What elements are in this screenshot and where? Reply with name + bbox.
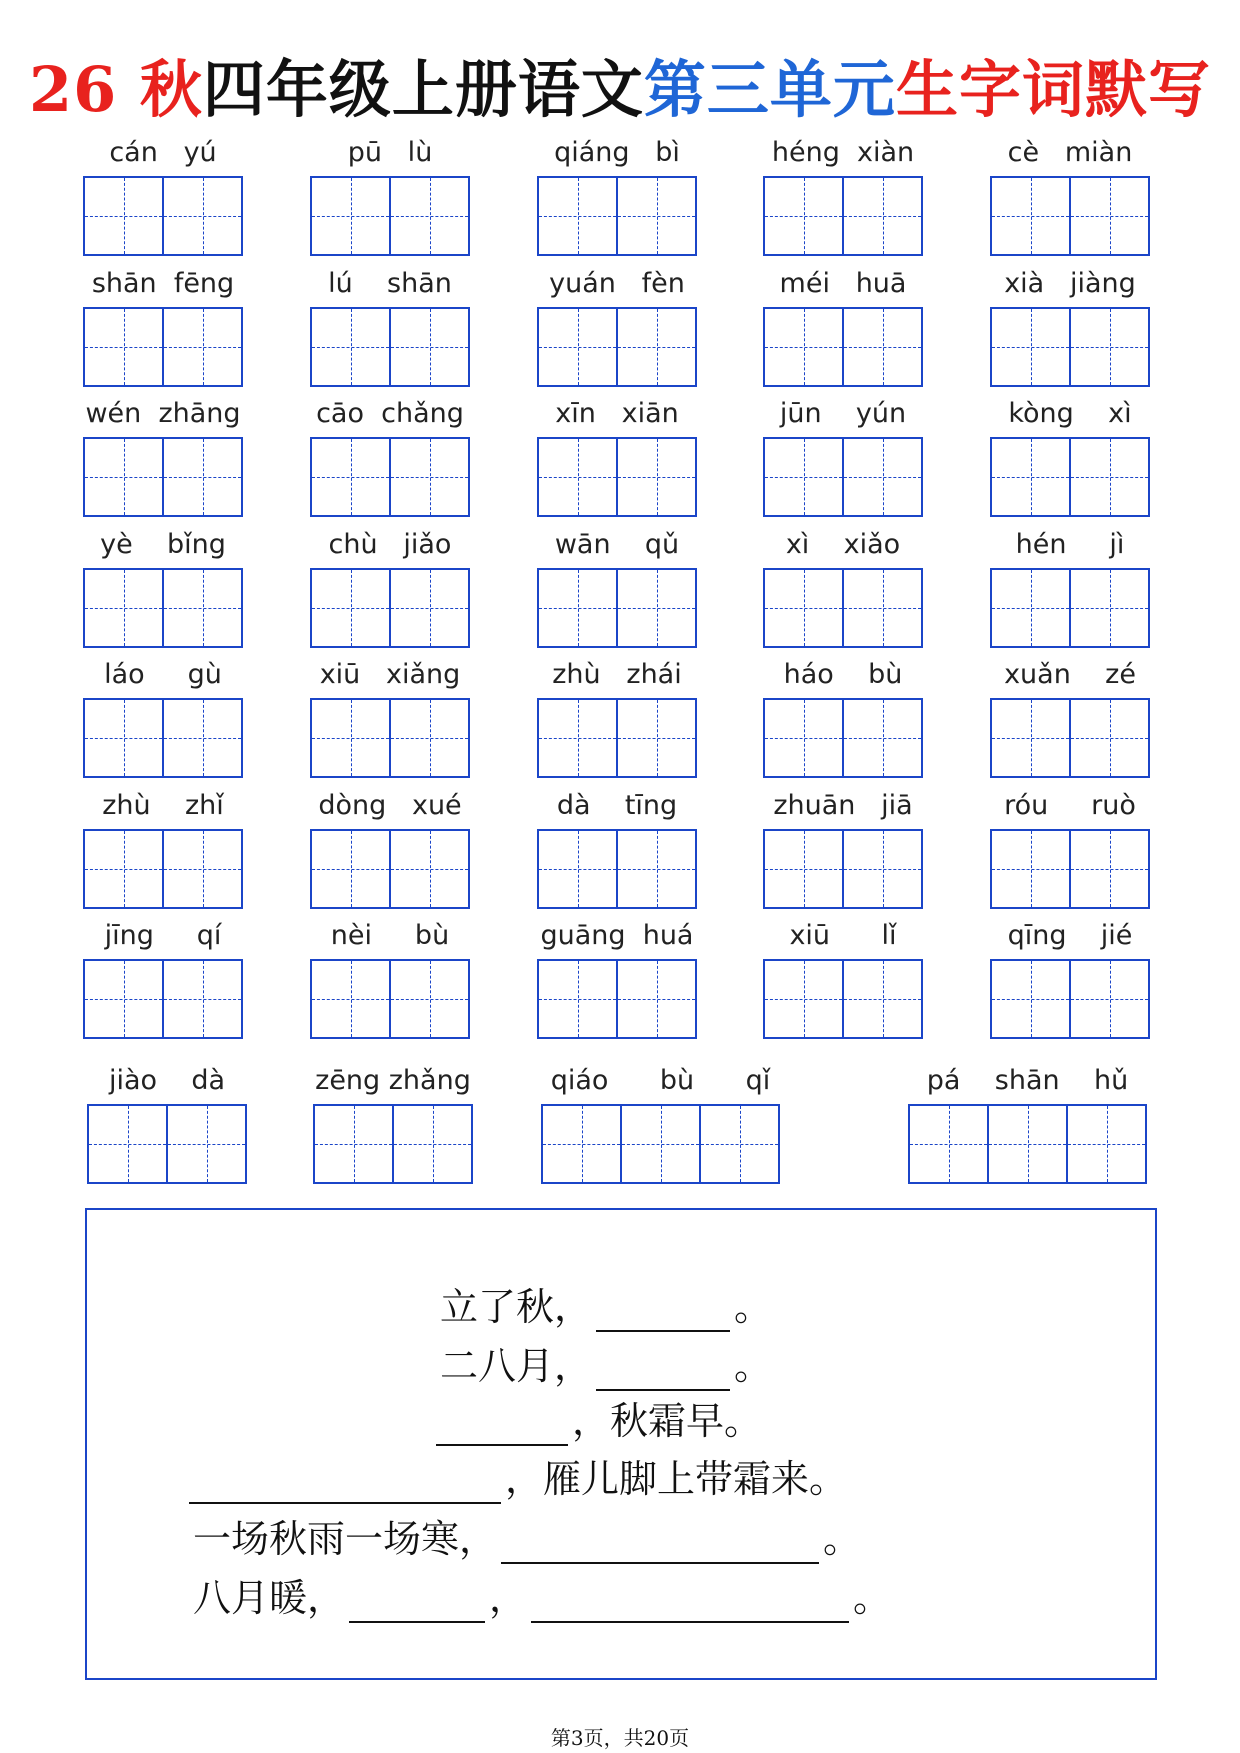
- tian-zi-ge-cell[interactable]: [763, 829, 844, 909]
- tian-zi-ge-cell[interactable]: [763, 437, 844, 517]
- writing-boxes: [537, 829, 695, 909]
- tian-zi-ge-cell[interactable]: [842, 698, 923, 778]
- title-segment-1: 26 秋: [29, 53, 203, 126]
- tian-zi-ge-cell[interactable]: [310, 568, 391, 648]
- page-title: [0, 52, 1240, 128]
- tian-zi-ge-cell[interactable]: [310, 307, 391, 387]
- writing-boxes: [87, 1104, 245, 1184]
- blank-2[interactable]: [596, 1355, 730, 1391]
- pinyin-label: pá shān hǔ: [926, 1065, 1129, 1096]
- tian-zi-ge-cell[interactable]: [162, 959, 243, 1039]
- pinyin-label: cán yú: [109, 137, 217, 168]
- writing-boxes: [990, 307, 1148, 387]
- pinyin-label: yuán fèn: [549, 267, 685, 299]
- word-item: [310, 263, 470, 389]
- writing-boxes: [537, 307, 695, 387]
- poem-line-1-text: 立了秋，: [440, 1285, 593, 1329]
- pinyin-label: jiào dà: [108, 1065, 226, 1096]
- word-item: [990, 785, 1150, 911]
- tian-zi-ge-cell[interactable]: [699, 1104, 780, 1184]
- writing-boxes: [763, 437, 921, 517]
- word-item: [87, 1060, 247, 1186]
- tian-zi-ge-cell[interactable]: [537, 698, 618, 778]
- tian-zi-ge-cell[interactable]: [537, 829, 618, 909]
- poem-line-5-end: 。: [823, 1517, 862, 1561]
- word-item: [763, 654, 923, 780]
- pinyin-label: cāo chǎng: [316, 398, 464, 429]
- tian-zi-ge-cell[interactable]: [310, 437, 391, 517]
- writing-boxes: [83, 176, 241, 256]
- writing-boxes: [310, 176, 468, 256]
- tian-zi-ge-cell[interactable]: [616, 698, 697, 778]
- word-item: [83, 132, 243, 258]
- blank-4[interactable]: [189, 1468, 501, 1504]
- pinyin-label: láo gù: [104, 659, 222, 690]
- writing-boxes: [310, 568, 468, 648]
- tian-zi-ge-cell[interactable]: [310, 176, 391, 256]
- tian-zi-ge-cell[interactable]: [842, 437, 923, 517]
- tian-zi-ge-cell[interactable]: [1069, 829, 1150, 909]
- tian-zi-ge-cell[interactable]: [842, 176, 923, 256]
- word-item: [310, 524, 470, 650]
- poem-line-4: [185, 1454, 847, 1504]
- tian-zi-ge-cell[interactable]: [83, 568, 164, 648]
- tian-zi-ge-cell[interactable]: [842, 568, 923, 648]
- pinyin-label: méi huā: [779, 267, 907, 299]
- tian-zi-ge-cell[interactable]: [310, 959, 391, 1039]
- word-row: [0, 132, 1240, 258]
- pinyin-label: jīng qí: [104, 920, 222, 951]
- tian-zi-ge-cell[interactable]: [162, 829, 243, 909]
- word-item: [537, 524, 697, 650]
- pinyin-label: dòng xué: [318, 789, 462, 821]
- tian-zi-ge-cell[interactable]: [310, 829, 391, 909]
- tian-zi-ge-cell[interactable]: [313, 1104, 394, 1184]
- tian-zi-ge-cell[interactable]: [987, 1104, 1068, 1184]
- poem-line-6: [193, 1573, 891, 1623]
- pinyin-label: xì xiǎo: [785, 528, 901, 560]
- tian-zi-ge-cell[interactable]: [763, 307, 844, 387]
- word-item: [763, 393, 923, 519]
- tian-zi-ge-cell[interactable]: [389, 959, 470, 1039]
- tian-zi-ge-cell[interactable]: [537, 437, 618, 517]
- pinyin-label: qiáng bì: [554, 137, 680, 168]
- writing-boxes: [763, 307, 921, 387]
- tian-zi-ge-cell[interactable]: [389, 437, 470, 517]
- tian-zi-ge-cell[interactable]: [537, 568, 618, 648]
- word-item: [310, 654, 470, 780]
- pinyin-label: nèi bù: [330, 920, 450, 951]
- writing-boxes: [310, 437, 468, 517]
- pinyin-label: zēng zhǎng: [315, 1065, 471, 1096]
- word-row: [0, 654, 1240, 780]
- tian-zi-ge-cell[interactable]: [162, 307, 243, 387]
- pinyin-label: qīng jié: [1007, 920, 1133, 951]
- tian-zi-ge-cell[interactable]: [763, 698, 844, 778]
- writing-boxes: [310, 959, 468, 1039]
- pinyin-label: yè bǐng: [100, 528, 226, 560]
- poem-line-2-end: 。: [734, 1344, 773, 1388]
- tian-zi-ge-cell[interactable]: [620, 1104, 701, 1184]
- word-item: [310, 393, 470, 519]
- pinyin-label: zhuān jiā: [773, 789, 913, 821]
- poem-line-3-sep: ，: [572, 1399, 611, 1443]
- word-row: [0, 785, 1240, 911]
- writing-boxes: [313, 1104, 471, 1184]
- tian-zi-ge-cell[interactable]: [389, 307, 470, 387]
- blank-1[interactable]: [596, 1296, 730, 1332]
- poem-line-2: [440, 1341, 772, 1391]
- word-item: [990, 524, 1150, 650]
- title-segment-4: 生字词默写: [895, 53, 1211, 126]
- writing-boxes: [908, 1104, 1145, 1184]
- pinyin-label: xuǎn zé: [1004, 659, 1136, 690]
- tian-zi-ge-cell[interactable]: [389, 568, 470, 648]
- title-segment-3: 第三单元: [643, 53, 896, 126]
- word-item: [537, 263, 697, 389]
- pinyin-label: hén jì: [1015, 528, 1125, 560]
- word-row: [0, 915, 1240, 1041]
- word-item: [83, 393, 243, 519]
- pinyin-label: zhù zhǐ: [102, 789, 224, 821]
- title-segment-2: 四年级上册语文: [202, 53, 644, 126]
- tian-zi-ge-cell[interactable]: [616, 176, 697, 256]
- word-item: [83, 915, 243, 1041]
- pinyin-label: wén zhāng: [85, 398, 241, 429]
- word-item: [990, 915, 1150, 1041]
- tian-zi-ge-cell[interactable]: [392, 1104, 473, 1184]
- word-item: [83, 263, 243, 389]
- tian-zi-ge-cell[interactable]: [162, 568, 243, 648]
- pinyin-label: pū lù: [347, 137, 433, 168]
- word-row: [0, 393, 1240, 519]
- writing-boxes: [83, 829, 241, 909]
- pinyin-label: qiáo bù qǐ: [550, 1065, 771, 1096]
- tian-zi-ge-cell[interactable]: [1069, 959, 1150, 1039]
- tian-zi-ge-cell[interactable]: [763, 568, 844, 648]
- tian-zi-ge-cell[interactable]: [763, 959, 844, 1039]
- tian-zi-ge-cell[interactable]: [83, 829, 164, 909]
- tian-zi-ge-cell[interactable]: [310, 698, 391, 778]
- writing-boxes: [83, 437, 241, 517]
- writing-boxes: [83, 698, 241, 778]
- writing-boxes: [763, 959, 921, 1039]
- tian-zi-ge-cell[interactable]: [541, 1104, 622, 1184]
- writing-boxes: [990, 959, 1148, 1039]
- word-item: [83, 654, 243, 780]
- poem-line-5-text: 一场秋雨一场寒，: [193, 1517, 498, 1561]
- tian-zi-ge-cell[interactable]: [990, 959, 1071, 1039]
- poem-line-3: [432, 1396, 762, 1446]
- tian-zi-ge-cell[interactable]: [616, 829, 697, 909]
- tian-zi-ge-cell[interactable]: [537, 176, 618, 256]
- tian-zi-ge-cell[interactable]: [1069, 437, 1150, 517]
- pinyin-label: jūn yún: [779, 398, 907, 429]
- tian-zi-ge-cell[interactable]: [389, 829, 470, 909]
- tian-zi-ge-cell[interactable]: [83, 698, 164, 778]
- tian-zi-ge-cell[interactable]: [1066, 1104, 1147, 1184]
- tian-zi-ge-cell[interactable]: [990, 698, 1071, 778]
- tian-zi-ge-cell[interactable]: [83, 176, 164, 256]
- blank-3[interactable]: [436, 1410, 568, 1446]
- poem-fill-box: [85, 1208, 1157, 1680]
- blank-6[interactable]: [349, 1587, 485, 1623]
- tian-zi-ge-cell[interactable]: [908, 1104, 989, 1184]
- word-item: [83, 524, 243, 650]
- tian-zi-ge-cell[interactable]: [83, 959, 164, 1039]
- tian-zi-ge-cell[interactable]: [990, 829, 1071, 909]
- word-item: [537, 915, 697, 1041]
- poem-line-4-sep: ，: [505, 1457, 544, 1501]
- tian-zi-ge-cell[interactable]: [166, 1104, 247, 1184]
- tian-zi-ge-cell[interactable]: [537, 307, 618, 387]
- tian-zi-ge-cell[interactable]: [616, 437, 697, 517]
- writing-boxes: [310, 829, 468, 909]
- writing-boxes: [990, 176, 1148, 256]
- word-item: [310, 915, 470, 1041]
- word-item: [313, 1060, 473, 1186]
- pinyin-label: róu ruò: [1004, 789, 1136, 821]
- poem-line-6-end: 。: [853, 1576, 892, 1620]
- tian-zi-ge-cell[interactable]: [537, 959, 618, 1039]
- pinyin-label: cè miàn: [1007, 137, 1133, 168]
- pinyin-label: xīn xiān: [555, 398, 679, 429]
- pinyin-label: háo bù: [783, 659, 903, 690]
- pinyin-label: guāng huá: [540, 920, 694, 951]
- poem-line-4-text: 雁儿脚上带霜来。: [543, 1457, 848, 1501]
- word-item: [83, 785, 243, 911]
- writing-boxes: [990, 829, 1148, 909]
- word-item: [310, 785, 470, 911]
- word-item: [763, 132, 923, 258]
- word-item: [310, 132, 470, 258]
- word-row: [0, 524, 1240, 650]
- tian-zi-ge-cell[interactable]: [616, 307, 697, 387]
- word-item: [763, 263, 923, 389]
- word-item: [537, 785, 697, 911]
- writing-boxes: [537, 568, 695, 648]
- word-row: [0, 1060, 1240, 1186]
- tian-zi-ge-cell[interactable]: [83, 307, 164, 387]
- tian-zi-ge-cell[interactable]: [763, 176, 844, 256]
- tian-zi-ge-cell[interactable]: [842, 829, 923, 909]
- tian-zi-ge-cell[interactable]: [87, 1104, 168, 1184]
- poem-line-1: [440, 1282, 772, 1332]
- writing-boxes: [763, 568, 921, 648]
- writing-boxes: [310, 698, 468, 778]
- word-item: [990, 654, 1150, 780]
- pinyin-label: dà tīng: [556, 789, 678, 821]
- writing-boxes: [537, 437, 695, 517]
- tian-zi-ge-cell[interactable]: [162, 176, 243, 256]
- tian-zi-ge-cell[interactable]: [162, 698, 243, 778]
- blank-5[interactable]: [501, 1528, 819, 1564]
- poem-line-5: [193, 1514, 861, 1564]
- word-item: [537, 132, 697, 258]
- tian-zi-ge-cell[interactable]: [83, 437, 164, 517]
- tian-zi-ge-cell[interactable]: [389, 698, 470, 778]
- word-item: [990, 263, 1150, 389]
- poem-line-6-sep: ，: [489, 1576, 528, 1620]
- pinyin-label: lú shān: [328, 267, 452, 299]
- tian-zi-ge-cell[interactable]: [842, 959, 923, 1039]
- pinyin-label: xiū lǐ: [789, 920, 897, 951]
- poem-line-2-text: 二八月，: [440, 1344, 593, 1388]
- writing-boxes: [763, 829, 921, 909]
- writing-boxes: [83, 959, 241, 1039]
- pinyin-label: wān qǔ: [554, 528, 680, 560]
- writing-boxes: [83, 568, 241, 648]
- tian-zi-ge-cell[interactable]: [990, 176, 1071, 256]
- writing-boxes: [537, 698, 695, 778]
- word-item: [990, 393, 1150, 519]
- tian-zi-ge-cell[interactable]: [842, 307, 923, 387]
- word-item: [541, 1060, 780, 1186]
- pinyin-label: xià jiàng: [1004, 267, 1136, 299]
- writing-boxes: [83, 307, 241, 387]
- tian-zi-ge-cell[interactable]: [616, 959, 697, 1039]
- writing-boxes: [537, 176, 695, 256]
- word-item: [990, 132, 1150, 258]
- word-row: [0, 263, 1240, 389]
- tian-zi-ge-cell[interactable]: [990, 437, 1071, 517]
- writing-boxes: [310, 307, 468, 387]
- tian-zi-ge-cell[interactable]: [1069, 176, 1150, 256]
- blank-7[interactable]: [531, 1587, 849, 1623]
- tian-zi-ge-cell[interactable]: [990, 568, 1071, 648]
- writing-boxes: [541, 1104, 778, 1184]
- writing-boxes: [990, 698, 1148, 778]
- writing-boxes: [537, 959, 695, 1039]
- word-item: [537, 393, 697, 519]
- tian-zi-ge-cell[interactable]: [389, 176, 470, 256]
- writing-boxes: [990, 437, 1148, 517]
- pinyin-label: xiū xiǎng: [319, 659, 461, 690]
- writing-boxes: [763, 698, 921, 778]
- tian-zi-ge-cell[interactable]: [1069, 698, 1150, 778]
- tian-zi-ge-cell[interactable]: [616, 568, 697, 648]
- poem-line-6-text: 八月暖，: [193, 1576, 346, 1620]
- word-item: [763, 524, 923, 650]
- pinyin-label: zhù zhái: [552, 659, 682, 690]
- pinyin-label: chù jiǎo: [328, 528, 452, 560]
- word-item: [763, 785, 923, 911]
- tian-zi-ge-cell[interactable]: [1069, 568, 1150, 648]
- word-item: [763, 915, 923, 1041]
- pinyin-label: shān fēng: [91, 267, 235, 299]
- poem-line-1-end: 。: [734, 1285, 773, 1329]
- poem-line-3-text: 秋霜早。: [610, 1399, 763, 1443]
- page-number: 第3页，共20页: [550, 1726, 690, 1750]
- tian-zi-ge-cell[interactable]: [990, 307, 1071, 387]
- writing-boxes: [763, 176, 921, 256]
- tian-zi-ge-cell[interactable]: [162, 437, 243, 517]
- pinyin-label: kòng xì: [1008, 398, 1132, 429]
- writing-boxes: [990, 568, 1148, 648]
- word-item: [908, 1060, 1147, 1186]
- tian-zi-ge-cell[interactable]: [1069, 307, 1150, 387]
- word-item: [537, 654, 697, 780]
- pinyin-label: héng xiàn: [771, 137, 915, 168]
